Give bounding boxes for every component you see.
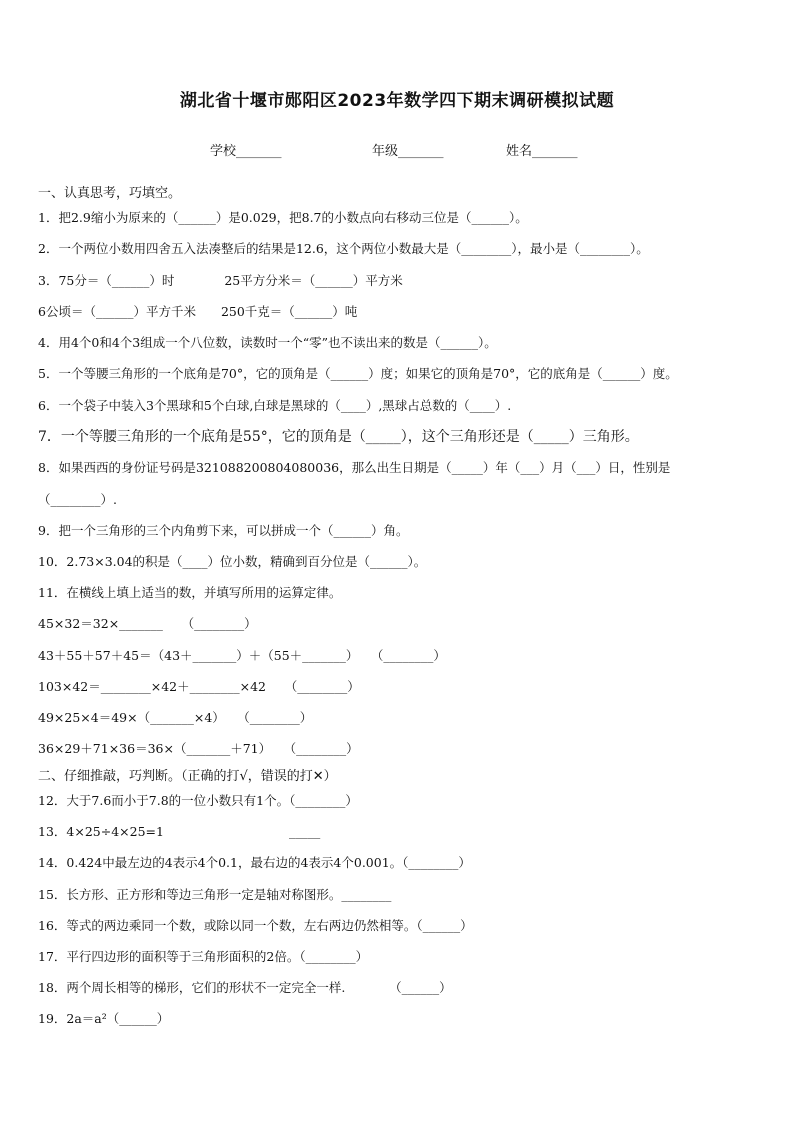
question-11-item-1: 45×32＝32×_______ （________） [38,616,257,631]
question-19: 19．2a＝a²（______） [38,1011,170,1026]
section-heading-judge: 二、仔细推敲，巧判断。（正确的打√，错误的打✕） [38,769,337,784]
question-1: 1．把2.9缩小为原来的（______）是0.029，把8.7的小数点向右移动三位是（______）。 [38,210,528,225]
question-8: 8．如果西西的身份证号码是321088200804080036，那么出生日期是（_____）年（___）月（___）日，性别是 [38,460,671,475]
question-10: 10．2.73×3.04的积是（____）位小数，精确到百分位是（______）。 [38,554,427,569]
question-2: 2．一个两位小数用四舍五入法凑整后的结果是12.6，这个两位小数最大是（________），最小是（________）。 [38,241,649,256]
question-12: 12．大于7.6而小于7.8的一位小数只有1个。（________） [38,793,358,808]
grade-field: 年级_______ [372,144,444,159]
question-17: 17．平行四边形的面积等于三角形面积的2倍。（________） [38,949,369,964]
question-9: 9．把一个三角形的三个内角剪下来，可以拼成一个（______）角。 [38,523,409,538]
school-field: 学校_______ [210,144,282,159]
question-11-item-4: 49×25×4＝49×（_______×4） （________） [38,710,313,725]
question-11-item-2: 43＋55＋57＋45＝（43＋_______）＋（55＋_______） （________） [38,648,446,663]
question-6: 6．一个袋子中装入3个黑球和5个白球,白球是黑球的（____）,黑球占总数的（____）. [38,398,512,413]
section-heading-fill-in: 一、认真思考，巧填空。 [38,186,182,201]
page-title: 湖北省十堰市郧阳区2023年数学四下期末调研模拟试题 [179,91,615,111]
question-18: 18．两个周长相等的梯形，它们的形状不一定完全一样. （______） [38,980,452,995]
question-11-item-5: 36×29＋71×36＝36×（_______＋71） （________） [38,741,359,756]
question-11-item-3: 103×42＝________×42＋________×42 （________） [38,679,360,694]
question-7: 7．一个等腰三角形的一个底角是55°，它的顶角是（_____），这个三角形还是（_____）三角形。 [38,429,639,445]
question-13: 13．4×25÷4×25=1 _____ [38,824,321,839]
question-8-continued: （________）. [38,492,117,507]
question-5: 5．一个等腰三角形的一个底角是70°，它的顶角是（______）度；如果它的顶角是70°，它的底角是（______）度。 [38,366,678,381]
question-15: 15．长方形、正方形和等边三角形一定是轴对称图形。________ [38,887,392,902]
question-4: 4．用4个0和4个3组成一个八位数，读数时一个“零”也不读出来的数是（______）。 [38,335,497,350]
question-16: 16．等式的两边乘同一个数，或除以同一个数，左右两边仍然相等。（______） [38,918,473,933]
question-3-row-2: 6公顷＝（______）平方千米 250千克＝（______）吨 [38,304,358,319]
name-field: 姓名_______ [506,144,578,159]
question-11: 11．在横线上填上适当的数，并填写所用的运算定律。 [38,585,342,600]
question-3-row-1: 3．75分＝（______）时 25平方分米＝（______）平方米 [38,273,403,288]
question-14: 14．0.424中最左边的4表示4个0.1，最右边的4表示4个0.001。（________） [38,855,471,870]
